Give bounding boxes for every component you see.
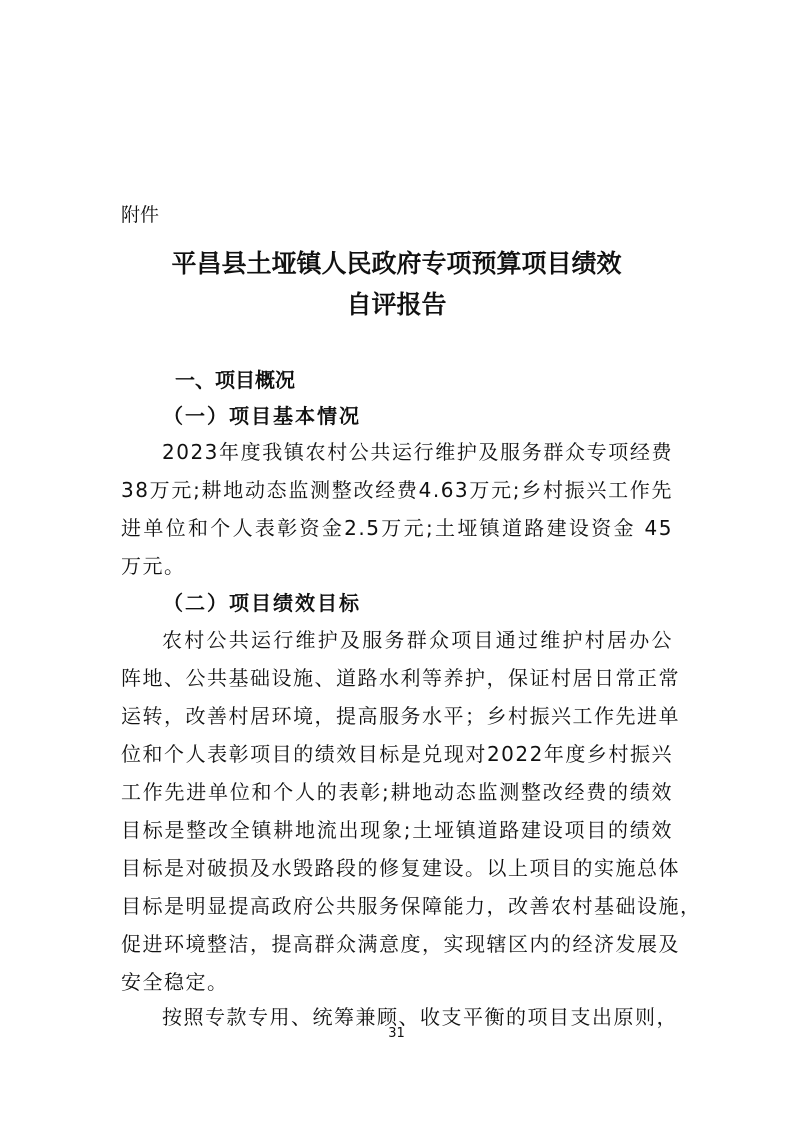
paragraph-line: 农村公共运行维护及服务群众项目通过维护村居办公 (162, 628, 673, 652)
paragraph-line: 2023年度我镇农村公共运行维护及服务群众专项经费 (162, 440, 673, 464)
paragraph-line: 进单位和个人表彰资金2.5万元;土垭镇道路建设资金 45 (121, 516, 673, 540)
subsection-heading-performance-goals: （二）项目绩效目标 (163, 591, 361, 615)
paragraph-line: 目标是明显提高政府公共服务保障能力，改善农村基础设施， (121, 894, 702, 918)
paragraph-line: 38万元;耕地动态监测整改经费4.63万元;乡村振兴工作先 (121, 478, 673, 502)
paragraph-line: 工作先进单位和个人的表彰;耕地动态监测整改经费的绩效 (121, 780, 673, 804)
paragraph-line: 促进环境整洁，提高群众满意度，实现辖区内的经济发展及 (121, 932, 680, 956)
document-title-line-2: 自评报告 (346, 290, 447, 319)
paragraph-line: 万元。 (121, 554, 186, 578)
paragraph-line: 按照专款专用、统筹兼顾、收支平衡的项目支出原则， (162, 1005, 678, 1029)
subsection-heading-basic-info: （一）项目基本情况 (163, 404, 361, 428)
document-title-line-1: 平昌县土垭镇人民政府专项预算项目绩效 (171, 249, 622, 278)
paragraph-line: 阵地、公共基础设施、道路水利等养护，保证村居日常正常 (121, 666, 680, 690)
paragraph-line: 位和个人表彰项目的绩效目标是兑现对2022年度乡村振兴 (121, 742, 673, 766)
paragraph-line: 安全稳定。 (121, 970, 229, 994)
paragraph-line: 目标是整改全镇耕地流出现象;土垭镇道路建设项目的绩效 (121, 818, 673, 842)
page-number: 31 (388, 1026, 405, 1041)
paragraph-line: 运转，改善村居环境，提高服务水平；乡村振兴工作先进单 (121, 704, 680, 728)
section-heading-project-overview: 一、项目概况 (175, 368, 295, 392)
paragraph-line: 目标是对破损及水毁路段的修复建设。以上项目的实施总体 (121, 856, 680, 880)
annex-label: 附件 (121, 204, 160, 226)
